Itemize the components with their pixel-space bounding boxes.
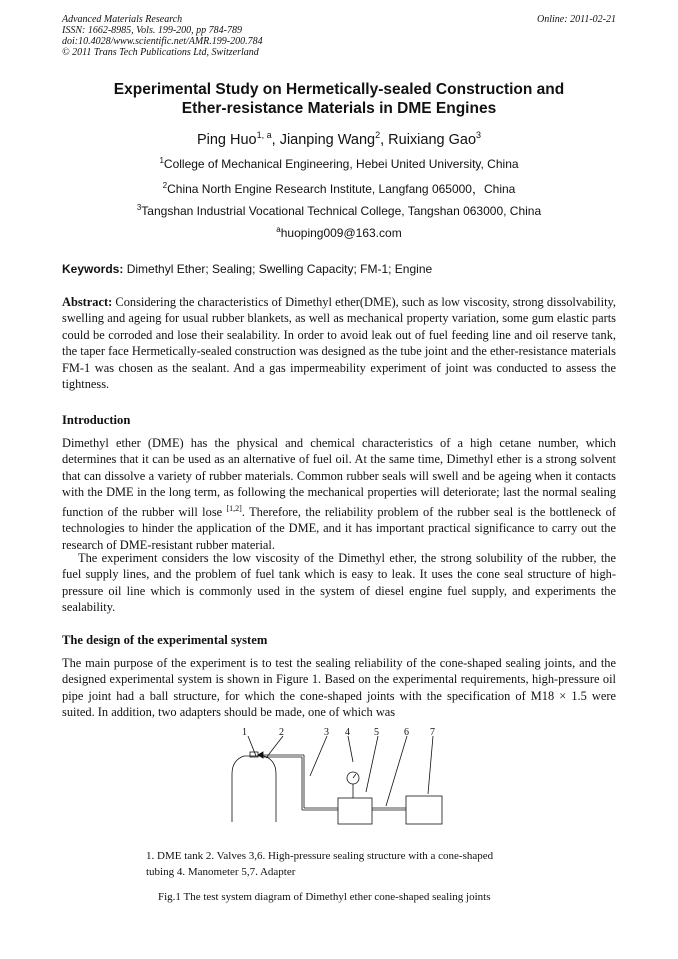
figure-label-2: 2 [279, 727, 284, 738]
figure-label-4: 4 [345, 727, 350, 738]
keywords-text: Dimethyl Ether; Sealing; Swelling Capacity; FM-1; Engine [123, 262, 433, 276]
test-system-svg [226, 726, 456, 826]
doi-line: doi:10.4028/www.scientific.net/AMR.199-200.784 [62, 36, 263, 47]
affiliation-sup: 1 [159, 156, 164, 165]
introduction-heading: Introduction [62, 413, 131, 427]
keywords-label: Keywords: [62, 262, 124, 276]
affiliation-2 [62, 180, 616, 197]
author-sep: , [271, 131, 280, 148]
affiliation-1 [62, 156, 616, 171]
leader-line-7 [428, 736, 433, 794]
figure-legend [146, 848, 493, 880]
author-sep: , [380, 131, 389, 148]
intro-p1-text-cont: . Therefore, the reliability problem of the rubber seal is the bottleneck of technologies to hinder the application of the DME, and it has important practical significance to carry out the research of DME-resistant rubber material. [62, 504, 616, 552]
affiliation-text: College of Mechanical Engineering, Hebei United University, China [163, 157, 519, 171]
adapter-5 [338, 798, 372, 824]
title-line-1: Experimental Study on Hermetically-sealed Construction and [113, 81, 565, 98]
affiliation-text: Tangshan Industrial Vocational Technical College, Tangshan 063000, China [141, 204, 542, 218]
author-2-name: Jianping Wang [279, 131, 376, 148]
affiliation-3 [62, 203, 616, 218]
design-heading: The design of the experimental system [62, 633, 268, 647]
dme-tank [232, 756, 276, 822]
intro-p1-text: Dimethyl ether (DME) has the physical and chemical characteristics of a high cetane number, which determines that it can be used as an alternative of fuel oil. At the same time, Dimethyl ether is a strong solvent that can dissolve a variety of rubber materials. Common rubber seals will swell and be ageing when it contacts with the DME in the long term, as following the mechanical properties will deteriorate; last the normal sealing function of the rubber will lose [62, 436, 616, 519]
author-email [62, 225, 616, 240]
email-sup: a [276, 225, 281, 234]
figure-label-1: 1 [242, 727, 247, 738]
figure-label-6: 6 [404, 727, 409, 738]
journal-header [62, 14, 263, 58]
author-list [62, 130, 616, 148]
leader-line-6 [386, 736, 407, 806]
intro-paragraph-2: The experiment considers the low viscosity of the Dimethyl ether, the strong solubility of the rubber, the fuel supply lines, and the problem of fuel tank which is easy to leak. It uses the cone seal structure of high-pressure oil line which is commonly used in the system of diesel engine fuel supply, and experiments the sealability. [62, 551, 616, 615]
legend-line-2: tubing 4. Manometer 5,7. Adapter [146, 866, 296, 878]
valve [258, 752, 263, 758]
figure-label-5: 5 [374, 727, 379, 738]
leader-line-5 [366, 736, 378, 792]
figure-label-3: 3 [324, 727, 329, 738]
paper-title [62, 80, 616, 118]
adapter-7 [406, 796, 442, 824]
leader-line-4 [348, 736, 353, 762]
affiliation-sup: 3 [136, 203, 142, 212]
design-paragraph-1: The main purpose of the experiment is to test the sealing reliability of the cone-shaped sealing joints, and the designed experimental system is shown in Figure 1. Based on the experimental requirements, high-pressure oil pipe joint had a ball structure, for which the cone-shaped joints with the specification of M18 × 1.5 were suited. In addition, two adapters should be made, one of which was [62, 656, 616, 720]
author-3-sup: 3 [476, 130, 482, 140]
abstract-text: Considering the characteristics of Dimethyl ether(DME), such as low viscosity, strong dissolvability, swelling and ageing for usual rubber blankets, as well as mechanical property variation, some gum elastic parts could be corroded and lose their sealability. In order to avoid leak out of fuel feeding line and oil reserve tank, the taper face Hermetically-sealed construction was designed as the tube joint and the ether-resistance materials FM-1 was chosen as the sealant. And a gas impermeability experiment of joint was conducted to assess the tightness. [62, 295, 616, 392]
citation: [1,2] [226, 503, 242, 513]
journal-name: Advanced Materials Research [62, 14, 183, 25]
abstract-label: Abstract: [62, 295, 113, 309]
issn-line: ISSN: 1662-8985, Vols. 199-200, pp 784-789 [62, 25, 242, 36]
figure-label-7: 7 [430, 727, 435, 738]
title-line-2: Ether-resistance Materials in DME Engines [181, 100, 497, 117]
figure-caption: Fig.1 The test system diagram of Dimethyl ether cone-shaped sealing joints [158, 891, 491, 903]
figure-1-diagram [226, 726, 456, 831]
leader-line-3 [310, 736, 327, 776]
intro-paragraph-1 [62, 435, 616, 553]
legend-line-1: 1. DME tank 2. Valves 3,6. High-pressure sealing structure with a cone-shaped [146, 850, 494, 862]
online-date: Online: 2011-02-21 [537, 14, 616, 25]
affiliation-text: China North Engine Research Institute, Langfang 065000，China [167, 182, 516, 196]
leader-line-1 [248, 736, 256, 756]
author-3-name: Ruixiang Gao [388, 131, 477, 148]
manometer-needle [353, 774, 356, 778]
author-1-sup: 1, a [256, 130, 272, 140]
copyright-line: © 2011 Trans Tech Publications Ltd, Switzerland [62, 47, 259, 58]
abstract [62, 294, 616, 392]
keywords [62, 262, 432, 276]
email-text[interactable]: huoping009@163.com [280, 226, 402, 240]
affiliation-sup: 2 [162, 181, 168, 190]
author-1-name: Ping Huo [196, 131, 257, 148]
author-2-sup: 2 [375, 130, 381, 140]
